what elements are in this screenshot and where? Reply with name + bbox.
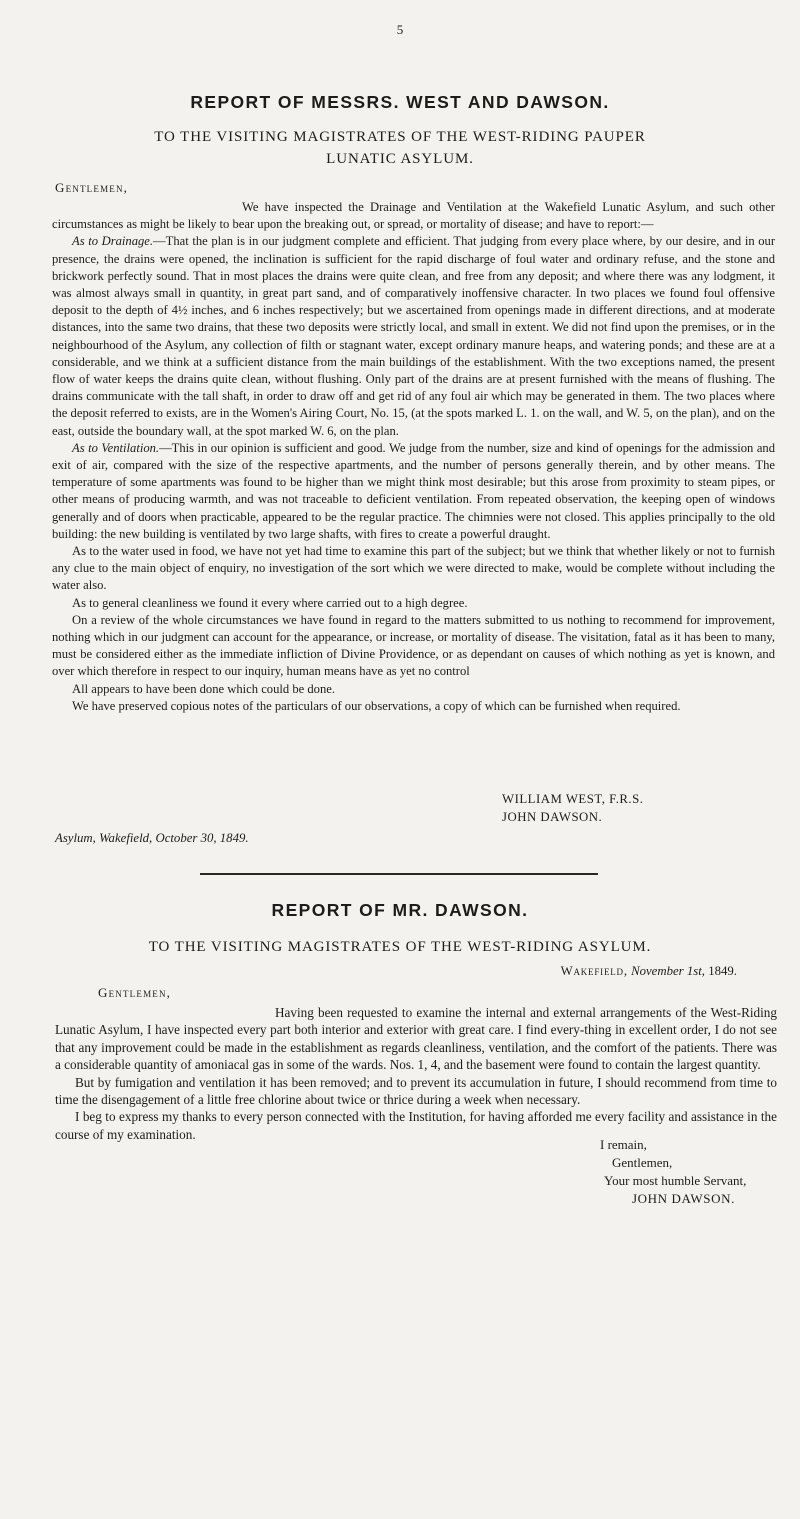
ventilation-paragraph bbox=[52, 440, 775, 543]
report2-body bbox=[55, 1004, 777, 1143]
report1-title: REPORT OF MESSRS. WEST AND DAWSON. bbox=[190, 92, 610, 112]
report2-dateline bbox=[561, 964, 737, 979]
closing-servant: Your most humble Servant, bbox=[604, 1173, 747, 1188]
page-number: 5 bbox=[396, 22, 404, 37]
report2-salutation: Gentlemen, bbox=[98, 985, 172, 1000]
report2-signatory: JOHN DAWSON. bbox=[632, 1191, 735, 1206]
report2-title: REPORT OF MR. DAWSON. bbox=[271, 900, 529, 920]
water-paragraph: As to the water used in food, we have not yet had time to examine this part of the subject; but we think that whether likely or not to furnish any clue to the main object of enquiry, no investigation of the sort which we were directed to make, would be complete without including the water also. bbox=[52, 544, 775, 593]
report2-date-year: 1849. bbox=[708, 964, 737, 978]
report2-date-place: Wakefield, bbox=[560, 964, 628, 978]
report1-place-date: Asylum, Wakefield, October 30, 1849. bbox=[55, 831, 249, 845]
notes-paragraph: We have preserved copious notes of the particulars of our observations, a copy of which can be furnished when required. bbox=[72, 698, 681, 713]
ventilation-heading: As to Ventilation. bbox=[72, 440, 160, 455]
report1-salutation: Gentlemen, bbox=[55, 180, 129, 195]
report2-date: November 1st, bbox=[631, 964, 705, 978]
review-paragraph: On a review of the whole circumstances we have found in regard to the matters submitted to us nothing to recommend for improvement, nothing which in our judgment can account for the appearance, or increase, or mortality of disease. The visitation, fatal as it has been to many, must be considered either as the immediate infliction of Divine Providence, or as dependant on causes of which nothing as yet is known, and over which therefore in respect to our inquiry, human means have as yet no control bbox=[52, 612, 775, 679]
report2-para2: But by fumigation and ventilation it has been removed; and to prevent its accumulation in future, I should recommend from time to time the disengagement of a little free chlorine about twice or thrice during a week when necessary. bbox=[55, 1074, 777, 1108]
closing-remain: I remain, bbox=[600, 1137, 647, 1152]
report1-body bbox=[52, 199, 775, 715]
drainage-text: —That the plan is in our judgment complete and efficient. That judging from every place where, by our desire, and in our presence, the drains were opened, the inclination is sufficient for the rapid discharge of foul water and ordinary refuse, and the stone and brickwork perfectly sound. That in most places the drains were quite clean, and free from any deposit; and where there was any lodgment, it was almost always small in quantity, in great part sand, and of comparatively inoffensive character. In two places we found foul offensive deposit to the depth of 4½ inches, and 6 inches respectively; but we ascertained from openings made in different directions, and at moderate distances, into the same two drains, that these two deposits were strictly local, and small in extent. We did not find upon the premises, or in the neighbourhood of the Asylum, any collection of filth or stagnant water, except ordinary manure heaps, and watering ponds; and these are at a considerable, and we think at a sufficient distance from the main buildings of the establishment. With the two exceptions named, the present flow of water keeps the drains quite clean, without flushing. Only part of the drains are at present furnished with the means of flushing. The drains communicate with the tall shaft, in order to draw off and get rid of any foul air which may be generated in them. The two places where the deposit referred to exists, are in the Women's Airing Court, No. 15, (at the spots marked L. 1. on the wall, and W. 5, on the plan), and on the east, outside the boundary wall, at the spot marked W. 6, on the plan. bbox=[52, 234, 776, 438]
report1-intro: We have inspected the Drainage and Ventilation at the Wakefield Lunatic Asylum, and such other circumstances as might be likely to bear upon the breaking out, or spread, or mortality of disease; and have to report:— bbox=[52, 200, 775, 232]
signatory-dawson: JOHN DAWSON. bbox=[502, 810, 603, 824]
report1-subtitle-line1: TO THE VISITING MAGISTRATES OF THE WEST-RIDING PAUPER bbox=[154, 129, 646, 145]
signatory-west: WILLIAM WEST, F.R.S. bbox=[502, 792, 644, 806]
report2-para3: I beg to express my thanks to every person connected with the Institution, for having afforded me every facility and assistance in the course of my examination. bbox=[55, 1109, 777, 1142]
ventilation-text: —This in our opinion is sufficient and good. We judge from the number, size and kind of openings for the admission and exit of air, compared with the size of the respective apartments, and the number of persons generally therein, and by other means. The temperature of some apartments was found to be higher than we might think most desirable; but this arose from proximity to steam pipes, or other means of producing warmth, and was not traceable to deficient ventilation. From repeated observation, the keeping open of windows generally and of doors when practicable, appeared to be the regular practice. The chimnies were not closed. This applies principally to the old building: the new building is ventilated by two large shafts, with fires to create a powerful draught. bbox=[52, 440, 776, 541]
drainage-paragraph bbox=[52, 233, 775, 439]
drainage-heading: As to Drainage. bbox=[72, 234, 154, 249]
section-divider bbox=[200, 873, 598, 875]
closing-gentlemen: Gentlemen, bbox=[612, 1155, 673, 1170]
report2-subtitle: TO THE VISITING MAGISTRATES OF THE WEST-RIDING ASYLUM. bbox=[148, 939, 652, 955]
report1-subtitle-line2: LUNATIC ASYLUM. bbox=[326, 151, 474, 167]
done-paragraph: All appears to have been done which could be done. bbox=[72, 681, 335, 696]
report2-para1: Having been requested to examine the internal and external arrangements of the West-Riding Lunatic Asylum, I have inspected every part both interior and exterior with great care. I find every-thing in excellent order, I do not see that any improvement could be made in the establishment as regards cleanliness, ventilation, and the comfort of the patients. There was a considerable quantity of amoniacal gas in some of the wards. Nos. 1, 4, and the basement were found to contain the largest quantity. bbox=[55, 1005, 777, 1073]
cleanliness-paragraph: As to general cleanliness we found it every where carried out to a high degree. bbox=[72, 595, 468, 610]
